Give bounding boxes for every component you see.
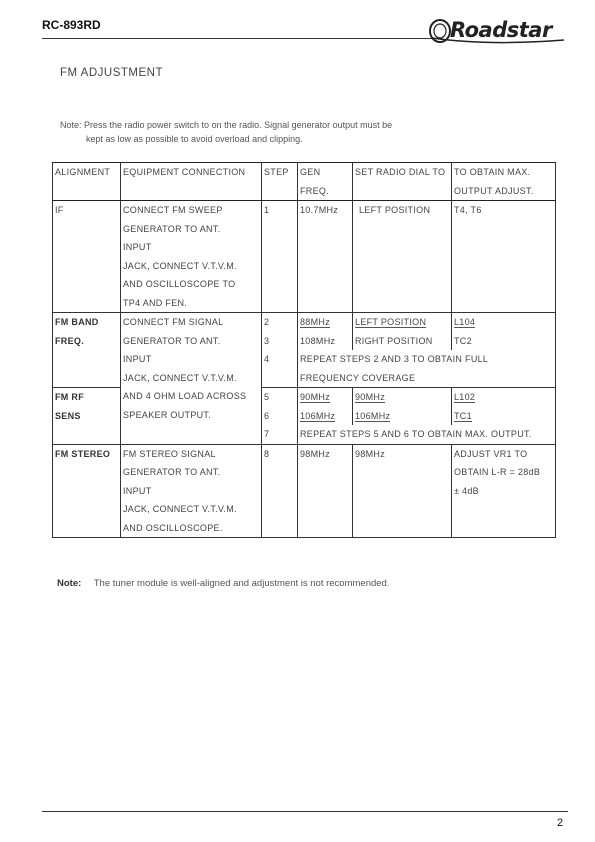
- cell-adjust-8: ADJUST VR1 TO OBTAIN L-R = 28dB ± 4dB: [452, 444, 556, 538]
- cell-dial-8: 98MHz: [353, 444, 452, 538]
- cell-repeat-7: REPEAT STEPS 5 AND 6 TO OBTAIN MAX. OUTPUT.: [298, 425, 556, 444]
- header-gen-freq: GEN FREQ.: [298, 163, 353, 201]
- cell-alignment-stereo: FM STEREO: [53, 444, 121, 538]
- note-bottom-label: Note:: [57, 578, 82, 589]
- cell-dial-3: RIGHT POSITION: [353, 332, 452, 351]
- adjustment-table: [52, 162, 556, 538]
- cell-step-6: 6: [262, 407, 298, 426]
- cell-adjust-3: TC2: [452, 332, 556, 351]
- model-number: RC-893RD: [42, 18, 101, 32]
- note-top: [60, 118, 480, 146]
- cell-alignment-band: FM BAND FREQ.: [53, 313, 121, 388]
- cell-step-7: 7: [262, 425, 298, 444]
- cell-step-1: 1: [262, 201, 298, 313]
- cell-gen-6: 106MHz: [298, 407, 353, 426]
- cell-gen-3: 108MHz: [298, 332, 353, 351]
- note-top-line-2: kept as low as possible to avoid overload and clipping.: [86, 134, 303, 144]
- section-title: FM ADJUSTMENT: [60, 67, 163, 79]
- cell-step-5: 5: [262, 388, 298, 407]
- header-equipment: EQUIPMENT CONNECTION: [121, 163, 262, 201]
- cell-gen-5: 90MHz: [298, 388, 353, 407]
- table-row: [53, 201, 556, 313]
- table-header-row: [53, 163, 556, 201]
- cell-step-3: 3: [262, 332, 298, 351]
- cell-gen-8: 98MHz: [298, 444, 353, 538]
- footer-rule: [42, 811, 568, 812]
- header-rule: [42, 38, 442, 39]
- header-step: STEP: [262, 163, 298, 201]
- cell-step-4: 4: [262, 350, 298, 388]
- cell-dial-1: LEFT POSITION: [353, 201, 452, 313]
- cell-adjust-5: L102: [452, 388, 556, 407]
- header-alignment: ALIGNMENT: [53, 163, 121, 201]
- note-top-line-1: Note: Press the radio power switch to on the radio. Signal generator output must be: [60, 120, 393, 130]
- cell-alignment-rf: FM RF SENS: [53, 388, 121, 445]
- note-bottom: [57, 578, 389, 589]
- cell-alignment-if: IF: [53, 201, 121, 313]
- cell-equipment-band: CONNECT FM SIGNAL GENERATOR TO ANT. INPUT JACK, CONNECT V.T.V.M. AND 4 OHM LOAD ACROSS SPEAKER OUTPUT.: [121, 313, 262, 445]
- brand-logo: [428, 16, 568, 50]
- cell-step-2: 2: [262, 313, 298, 332]
- cell-gen-2: 88MHz: [298, 313, 353, 332]
- page-number: 2: [557, 817, 564, 829]
- brand-name: Roadstar: [450, 18, 552, 42]
- cell-dial-5: 90MHz: [353, 388, 452, 407]
- cell-dial-6: 106MHz: [353, 407, 452, 426]
- cell-adjust-6: TC1: [452, 407, 556, 426]
- cell-adjust-2: L104: [452, 313, 556, 332]
- cell-equipment-if: CONNECT FM SWEEP GENERATOR TO ANT. INPUT JACK, CONNECT V.T.V.M. AND OSCILLOSCOPE TO TP4 AND FEN.: [121, 201, 262, 313]
- cell-step-8: 8: [262, 444, 298, 538]
- cell-dial-2: LEFT POSITION: [353, 313, 452, 332]
- header-obtain: TO OBTAIN MAX. OUTPUT ADJUST.: [452, 163, 556, 201]
- cell-equipment-stereo: FM STEREO SIGNAL GENERATOR TO ANT. INPUT JACK, CONNECT V.T.V.M. AND OSCILLOSCOPE.: [121, 444, 262, 538]
- header-dial: SET RADIO DIAL TO: [353, 163, 452, 201]
- cell-gen-1: 10.7MHz: [298, 201, 353, 313]
- cell-adjust-1: T4, T6: [452, 201, 556, 313]
- cell-repeat-4: REPEAT STEPS 2 AND 3 TO OBTAIN FULL FREQUENCY COVERAGE: [298, 350, 556, 388]
- note-bottom-text: The tuner module is well-aligned and adjustment is not recommended.: [93, 578, 390, 589]
- table-row: [53, 313, 556, 332]
- table-row: [53, 444, 556, 538]
